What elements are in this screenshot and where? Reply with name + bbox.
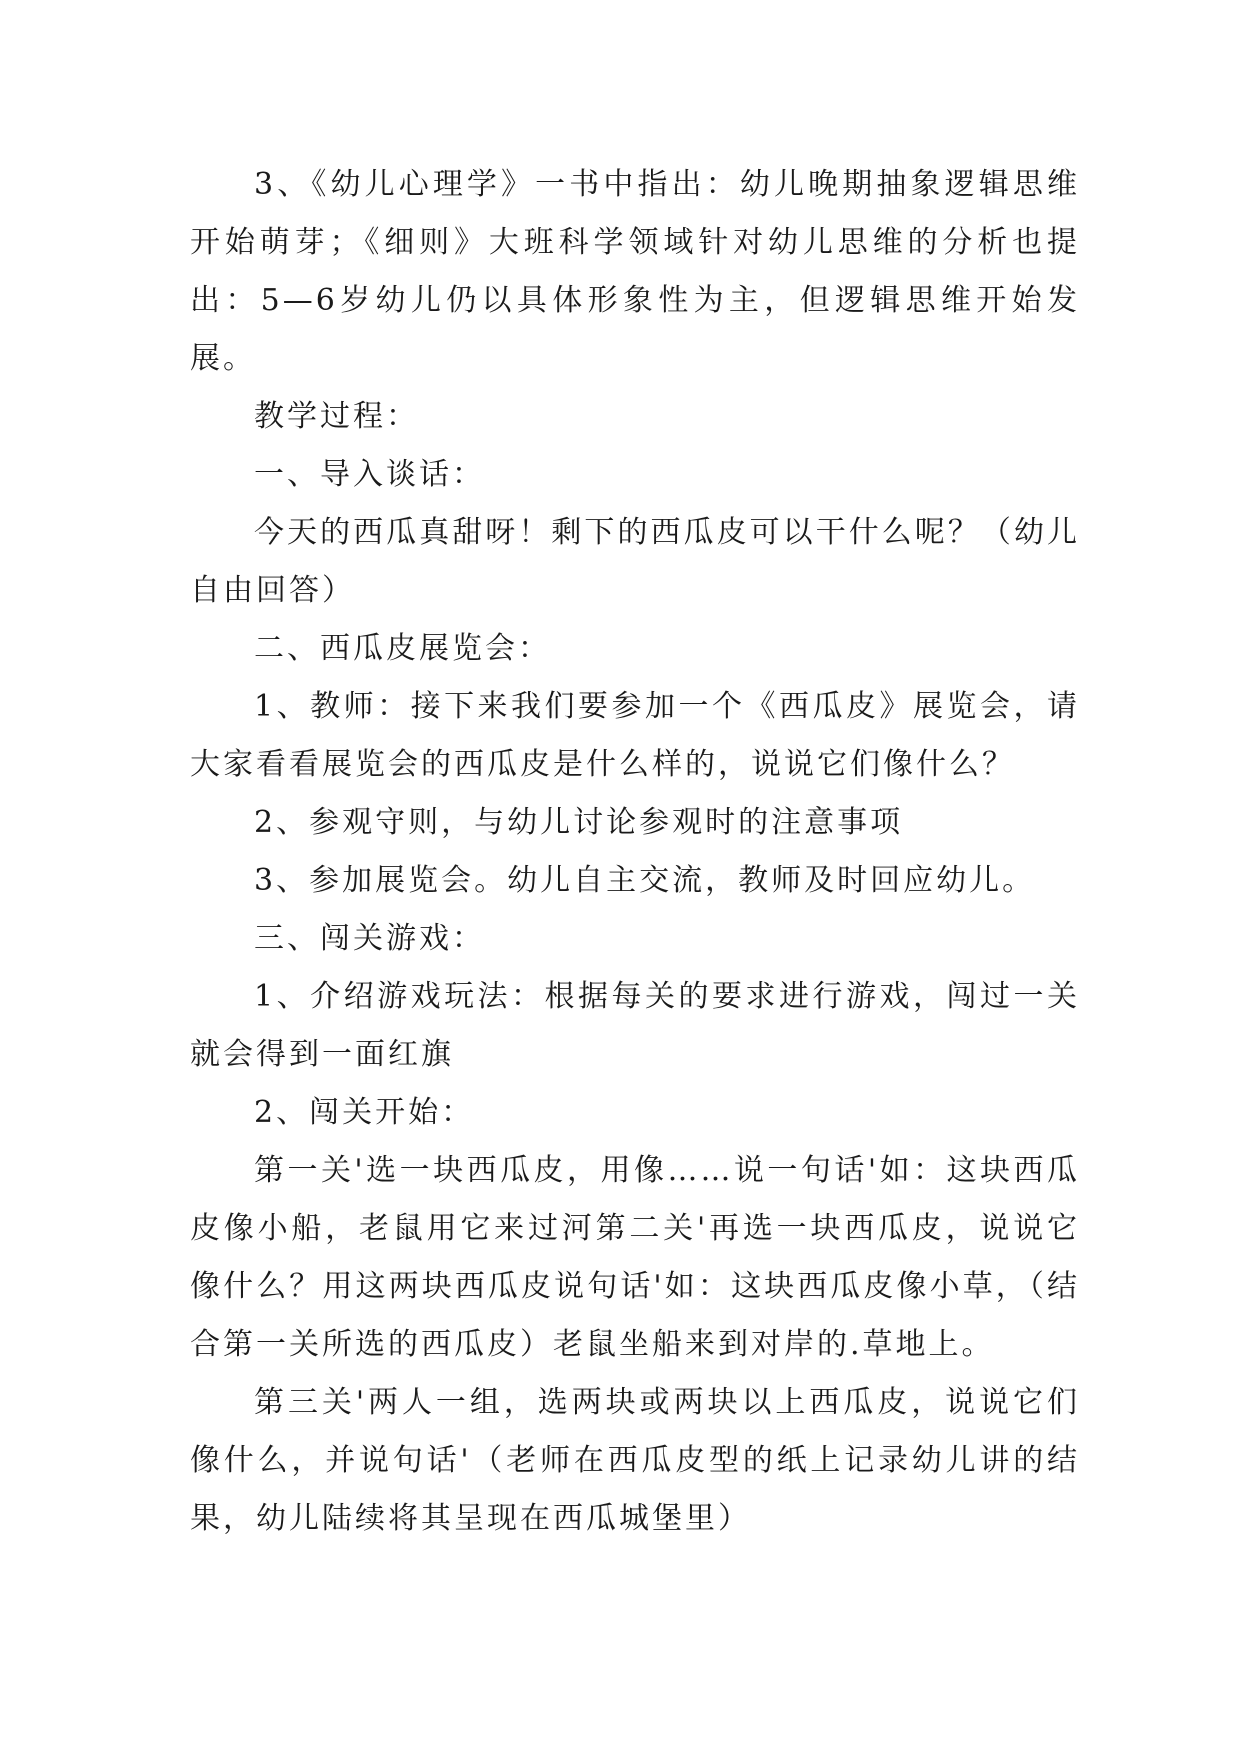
heading-section-3: 三、闯关游戏： (254, 921, 485, 956)
paragraph-exhibition-1: 1、教师：接下来我们要参加一个《西瓜皮》展览会，请大家看看展览会的西瓜皮是什么样的，说说它们像什么？ (190, 689, 1080, 782)
paragraph-game-rules: 1、介绍游戏玩法：根据每关的要求进行游戏，闯过一关就会得到一面红旗 (190, 979, 1080, 1072)
paragraph-intro-talk: 今天的西瓜真甜呀！剩下的西瓜皮可以干什么呢？（幼儿自由回答） (190, 515, 1080, 608)
paragraph-game-start: 2、闯关开始： (254, 1095, 475, 1130)
paragraph-level-3: 第三关'两人一组，选两块或两块以上西瓜皮，说说它们像什么，并说句话'（老师在西瓜皮型的纸上记录幼儿讲的结果，幼儿陆续将其呈现在西瓜城堡里） (190, 1385, 1080, 1536)
paragraph-psychology-note: 3、《幼儿心理学》一书中指出：幼儿晚期抽象逻辑思维开始萌芽；《细则》大班科学领域针对幼儿思维的分析也提出：5—6岁幼儿仍以具体形象性为主，但逻辑思维开始发展。 (190, 167, 1080, 376)
heading-section-2: 二、西瓜皮展览会： (254, 631, 551, 666)
document-body (190, 156, 1080, 1548)
paragraph-exhibition-3: 3、参加展览会。幼儿自主交流，教师及时回应幼儿。 (254, 863, 1036, 898)
paragraph-level-1-2: 第一关'选一块西瓜皮，用像……说一句话'如：这块西瓜皮像小船，老鼠用它来过河第二关'再选一块西瓜皮，说说它像什么？用这两块西瓜皮说句话'如：这块西瓜皮像小草，（结合第一关所选的西瓜皮）老鼠坐船来到对岸的.草地上。 (190, 1153, 1080, 1362)
heading-teaching-process: 教学过程： (254, 399, 419, 434)
heading-section-1: 一、导入谈话： (254, 457, 485, 492)
paragraph-exhibition-2: 2、参观守则，与幼儿讨论参观时的注意事项 (254, 805, 904, 840)
